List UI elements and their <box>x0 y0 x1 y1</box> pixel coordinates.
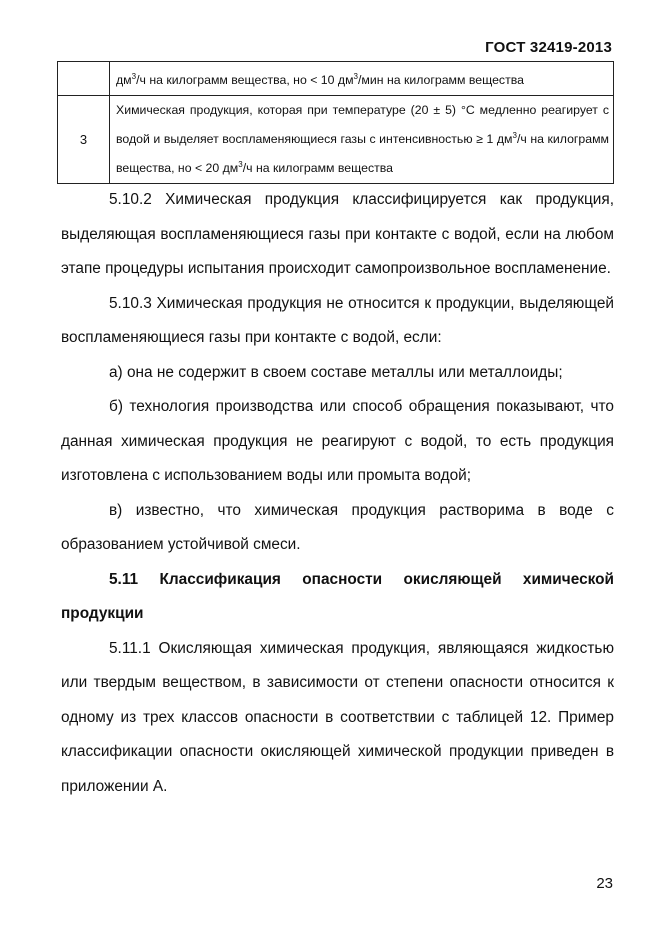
document-body <box>61 183 614 804</box>
table-row <box>58 62 614 96</box>
section-heading: 5.11 Классификация опасности окисляющей химической продукции <box>61 570 614 622</box>
paragraph: 5.10.2 Химическая продукция классифицируется как продукция, выделяющая воспламеняющиеся газы при контакте с водой, если на любом этапе процедуры испытания происходит самопроизвольное воспламенение. <box>61 191 614 277</box>
hazard-class-number <box>58 62 110 96</box>
paragraph: а) она не содержит в своем составе металлы или металлоиды; <box>109 363 563 381</box>
paragraph: б) технология производства или способ обращения показывают, что данная химическая продукция не реагируют с водой, то есть продукция изготовлена с использованием воды или промыта водой; <box>61 398 614 484</box>
paragraph: 5.11.1 Окисляющая химическая продукция, являющаяся жидкостью или твердым веществом, в зависимости от степени опасности относится к одному из трех классов опасности в соответствии с таблицей 12. Пример классификации опасности окисляющей химической продукции приведен в приложении А. <box>61 639 614 795</box>
page-number: 23 <box>596 875 613 892</box>
hazard-class-criteria: $дм^3/ч$ на килограмм вещества, но < 10 $дм^3$/мин на килограмм вещества <box>110 62 614 96</box>
paragraph: в) известно, что химическая продукция растворима в воде с образованием устойчивой смеси. <box>61 501 614 553</box>
hazard-class-criteria: Химическая продукция, которая при температуре (20 ± 5) °С медленно реагирует с водой и выделяет воспламеняющиеся газы с интенсивностью ≥ 1 $дм^3/ч$ на килограмм вещества, но < 20 $дм^3/ч$ на килограмм вещества <box>110 96 614 184</box>
document-header: ГОСТ 32419-2013 <box>485 39 612 56</box>
paragraph: 5.10.3 Химическая продукция не относится к продукции, выделяющей воспламеняющиеся газы при контакте с водой, если: <box>61 294 614 346</box>
table-row <box>58 96 614 184</box>
classification-table-continuation <box>57 61 614 184</box>
hazard-class-number: 3 <box>58 96 110 184</box>
